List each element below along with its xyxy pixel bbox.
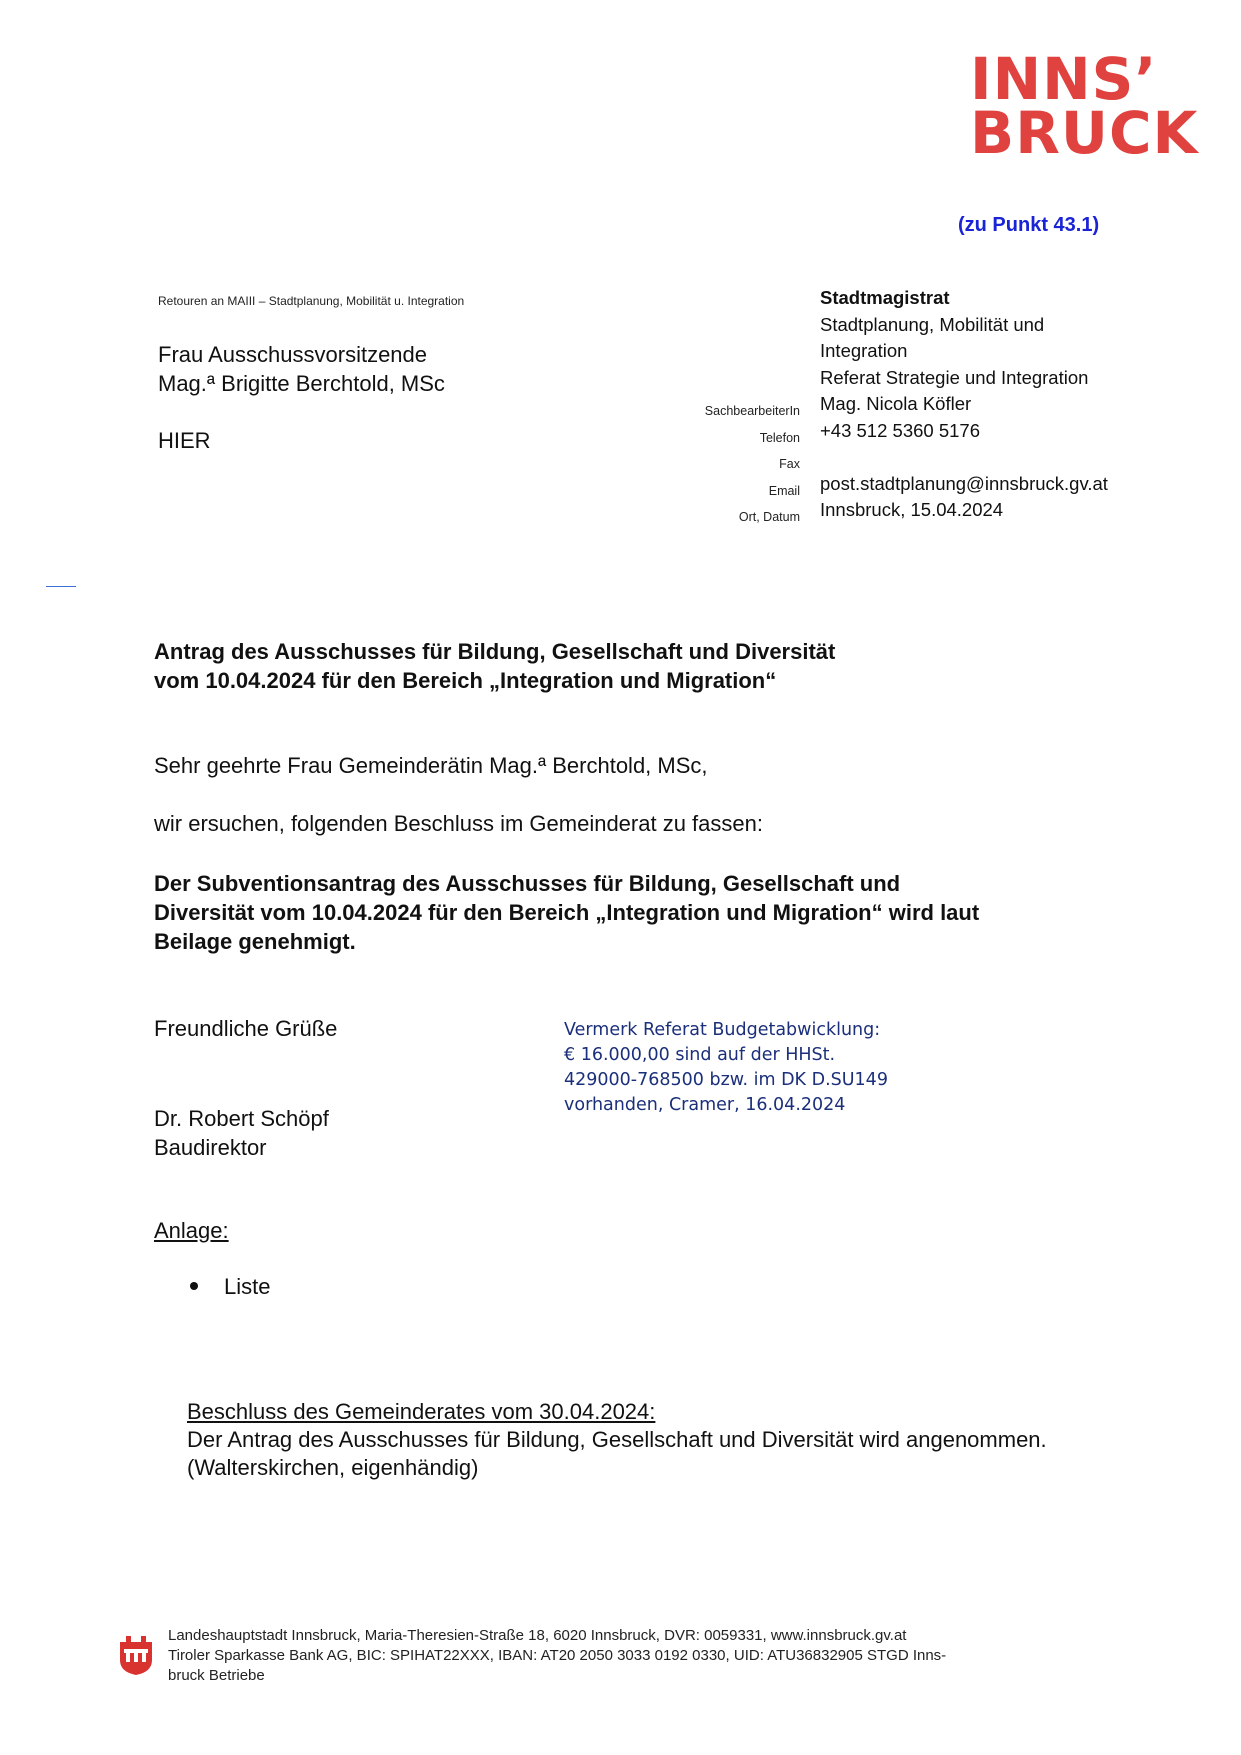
- decision-line-2: Diversität vom 10.04.2024 für den Bereich „Integration und Migration“ wird laut: [154, 900, 980, 925]
- return-address: Retouren an MAIII – Stadtplanung, Mobilität u. Integration: [158, 294, 465, 308]
- fold-mark: [46, 586, 76, 587]
- sender-department-2: Integration: [820, 340, 908, 361]
- label-clerk: SachbearbeiterIn: [704, 404, 800, 418]
- budget-note-line-4: vorhanden, Cramer, 16.04.2024: [564, 1095, 846, 1115]
- budget-note-line-3: 429000-768500 bzw. im DK D.SU149: [564, 1070, 888, 1090]
- city-crest-icon: [118, 1632, 154, 1676]
- council-decision: [187, 1398, 1047, 1482]
- footer-line-2: Tiroler Sparkasse Bank AG, BIC: SPIHAT22XXX, IBAN: AT20 2050 3033 0192 0330, UID: ATU36832905 STGD Inns-: [168, 1647, 947, 1664]
- closing: Freundliche Grüße: [154, 1016, 338, 1041]
- decision-text: [154, 869, 1054, 956]
- sender-email: post.stadtplanung@innsbruck.gv.at: [820, 472, 1108, 494]
- logo-line-2: BRUCK: [970, 99, 1199, 167]
- sender-place-date: Innsbruck, 15.04.2024: [820, 499, 1004, 520]
- sender-phone: +43 512 5360 5176: [820, 419, 980, 441]
- label-place-date: Ort, Datum: [738, 510, 800, 524]
- footer-line-3: bruck Betriebe: [168, 1667, 265, 1684]
- subject-line-2: vom 10.04.2024 für den Bereich „Integration und Migration“: [154, 668, 777, 693]
- budget-note: [564, 1018, 888, 1118]
- label-email: Email: [768, 483, 800, 498]
- request-text: wir ersuchen, folgenden Beschluss im Gemeinderat zu fassen:: [154, 811, 763, 836]
- signer-title: Baudirektor: [154, 1135, 267, 1160]
- sender-office: Stadtmagistrat: [820, 287, 950, 308]
- council-decision-signature: (Walterskirchen, eigenhändig): [187, 1455, 479, 1480]
- attachment-item-label: Liste: [224, 1274, 271, 1299]
- recipient-line-1: Frau Ausschussvorsitzende: [158, 342, 428, 367]
- signer-name: Dr. Robert Schöpf: [154, 1106, 329, 1131]
- innsbruck-logo: [970, 45, 1200, 167]
- budget-note-line-2: € 16.000,00 sind auf der HHSt.: [564, 1045, 836, 1065]
- salutation: Sehr geehrte Frau Gemeinderätin Mag.ª Berchtold, MSc,: [154, 753, 708, 778]
- sender-unit: Referat Strategie und Integration: [820, 366, 1089, 388]
- attachment-heading: Anlage:: [154, 1218, 229, 1243]
- footer-line-1: Landeshauptstadt Innsbruck, Maria-Theresien-Straße 18, 6020 Innsbruck, DVR: 0059331, www.innsbruck.gv.at: [168, 1627, 907, 1644]
- sender-clerk: Mag. Nicola Köfler: [820, 393, 972, 414]
- recipient-line-2: Mag.ª Brigitte Berchtold, MSc: [158, 371, 445, 396]
- decision-line-3: Beilage genehmigt.: [154, 929, 356, 954]
- subject: [154, 637, 835, 695]
- subject-line-1: Antrag des Ausschusses für Bildung, Gesellschaft und Diversität: [154, 639, 836, 664]
- budget-note-line-1: Vermerk Referat Budgetabwicklung:: [564, 1020, 881, 1040]
- footer: [168, 1626, 1038, 1686]
- recipient-line-3: HIER: [158, 428, 211, 453]
- agenda-reference: (zu Punkt 43.1): [958, 214, 1100, 236]
- decision-line-1: Der Subventionsantrag des Ausschusses für Bildung, Gesellschaft und: [154, 871, 901, 896]
- recipient-block: [158, 340, 445, 455]
- council-decision-heading: Beschluss des Gemeinderates vom 30.04.2024:: [187, 1399, 656, 1424]
- logo-line-1: INNS’: [970, 45, 1158, 113]
- attachment-list-item: [190, 1274, 270, 1300]
- sender-block: [820, 285, 1108, 524]
- sender-fax: [820, 444, 1108, 471]
- signer-block: [154, 1104, 329, 1162]
- sender-labels: [640, 398, 800, 531]
- sender-department-1: Stadtplanung, Mobilität und: [820, 313, 1045, 335]
- label-phone: Telefon: [759, 430, 800, 445]
- label-fax: Fax: [779, 457, 800, 471]
- council-decision-text: Der Antrag des Ausschusses für Bildung, Gesellschaft und Diversität wird angenommen.: [187, 1427, 1047, 1452]
- bullet-icon: [190, 1282, 198, 1290]
